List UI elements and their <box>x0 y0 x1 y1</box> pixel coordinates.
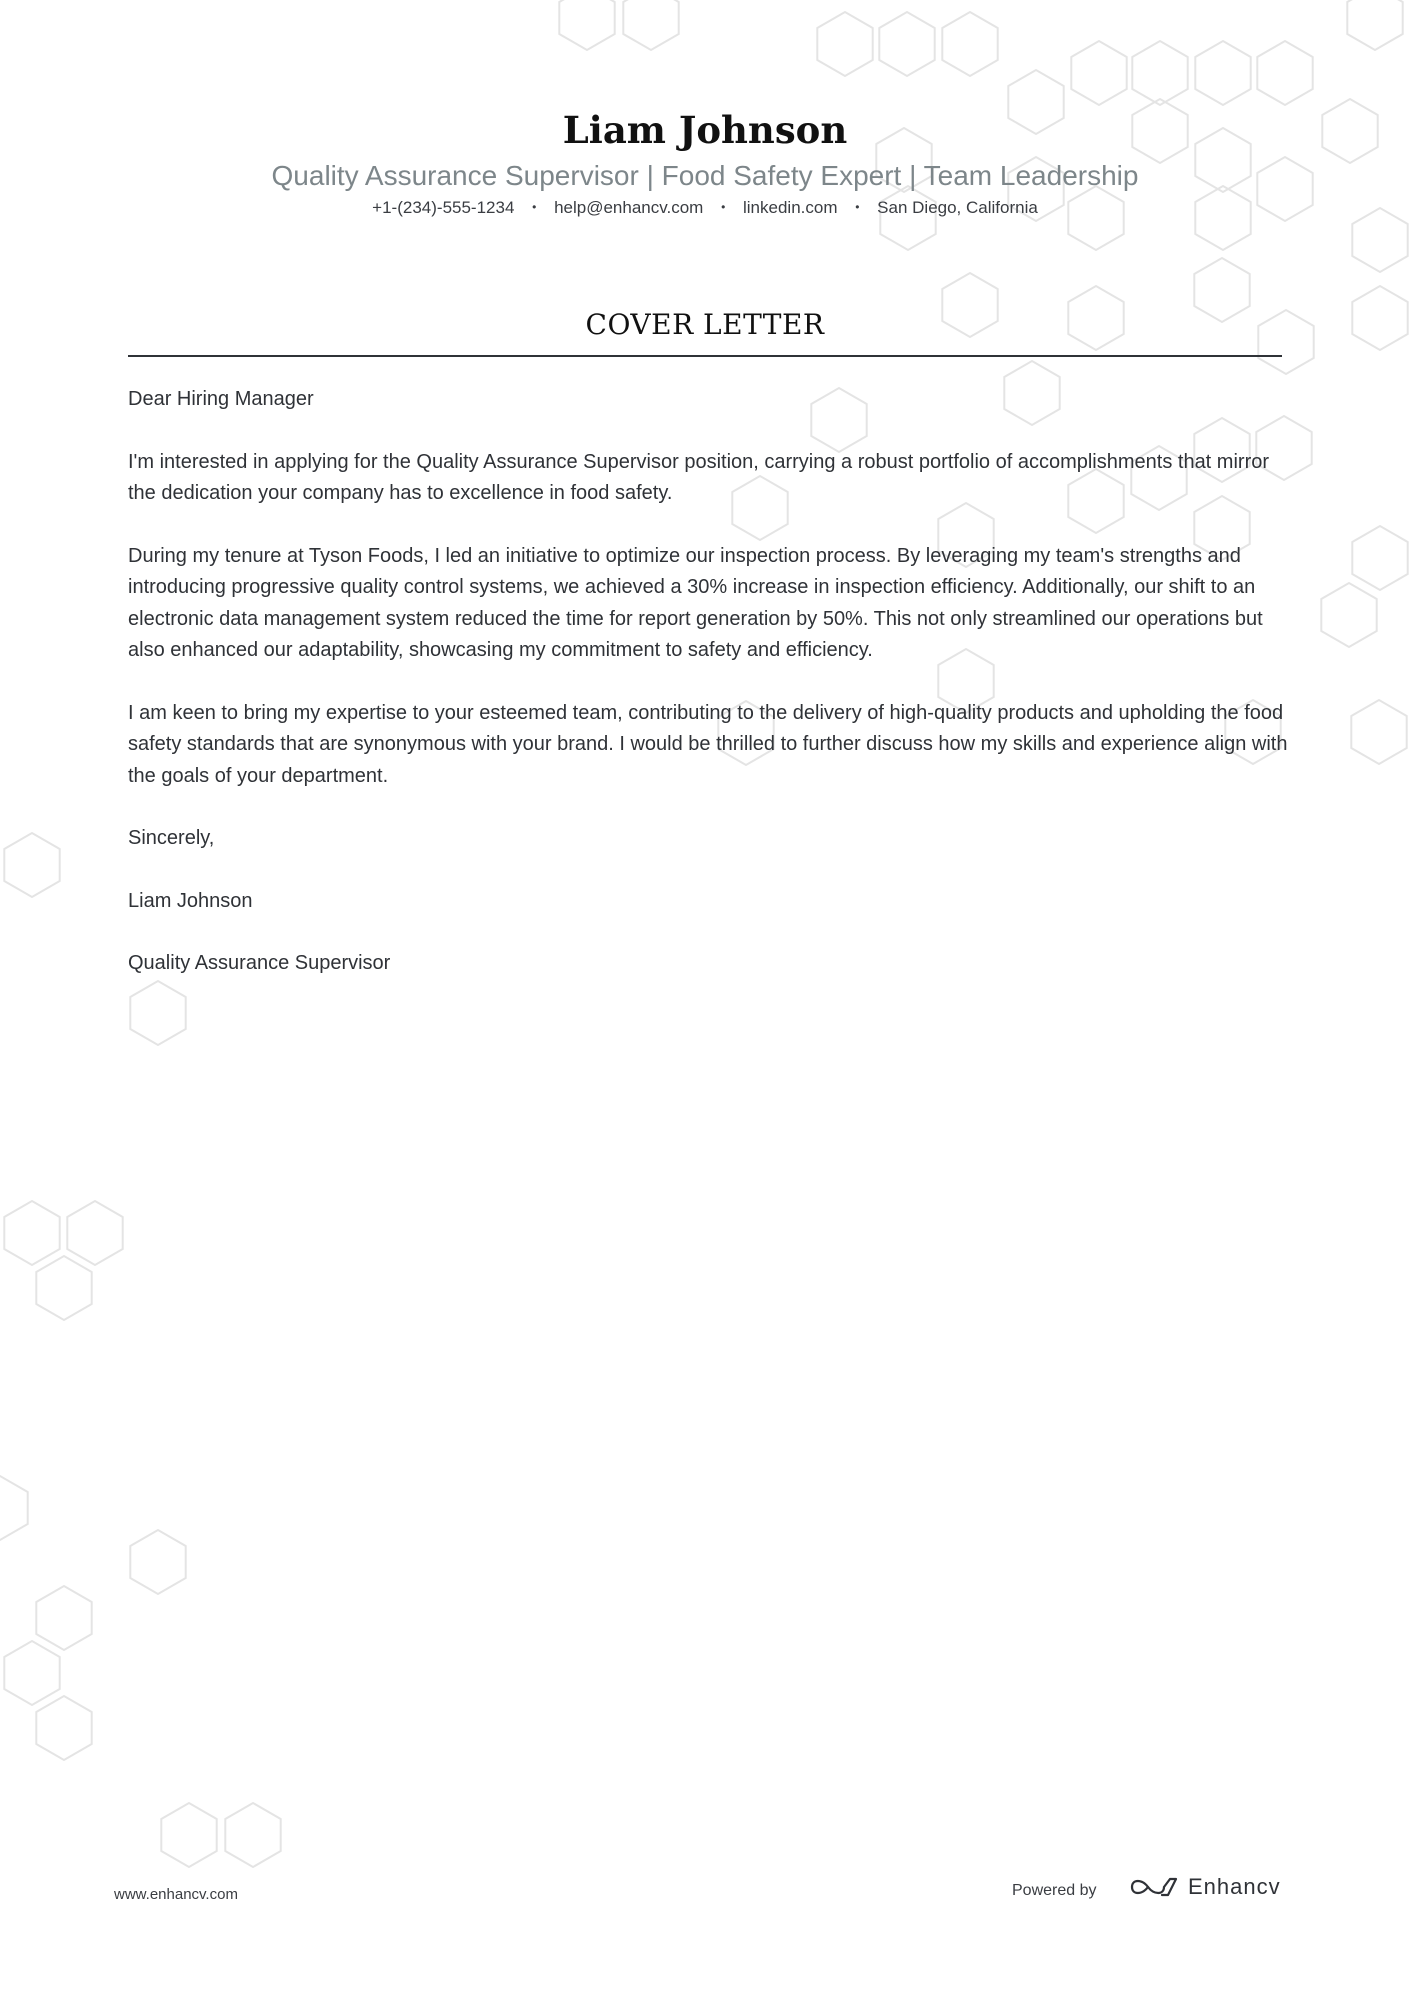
section-divider <box>128 355 1282 357</box>
email-address[interactable]: help@enhancv.com <box>554 198 704 217</box>
linkedin-link[interactable]: linkedin.com <box>743 198 838 217</box>
separator: • <box>855 200 860 214</box>
separator: • <box>721 200 726 214</box>
separator: • <box>532 200 537 214</box>
enhancv-brand-name: Enhancv <box>1188 1874 1281 1899</box>
letter-body <box>128 384 1288 1011</box>
signature-name: Liam Johnson <box>128 889 253 912</box>
signature-title: Quality Assurance Supervisor <box>128 952 391 974</box>
applicant-tagline: Quality Assurance Supervisor | Food Safety Expert | Team Leadership <box>271 160 1139 191</box>
enhancv-logo-icon <box>1130 1874 1178 1900</box>
powered-by-label: Powered by <box>1012 1882 1097 1899</box>
footer-website-link[interactable]: www.enhancv.com <box>114 1886 238 1903</box>
letter-paragraph: I'm interested in applying for the Quality Assurance Supervisor position, carrying a robust portfolio of accomplishments that mirror the dedication your company has to excellence in food safety. <box>128 450 1270 504</box>
contact-info <box>0 198 1410 218</box>
letter-paragraph: I am keen to bring my expertise to your esteemed team, contributing to the delivery of high-quality products and upholding the food safety standards that are synonymous with your brand. I would be thrilled to further discuss how my skills and experience align with the goals of your department. <box>128 701 1288 787</box>
letter-greeting: Dear Hiring Manager <box>128 388 314 410</box>
phone-number: +1-(234)-555-1234 <box>372 198 515 217</box>
location: San Diego, California <box>877 198 1038 217</box>
applicant-name: Liam Johnson <box>562 108 848 152</box>
section-title: COVER LETTER <box>585 308 825 341</box>
letter-paragraph: During my tenure at Tyson Foods, I led an initiative to optimize our inspection process. By leveraging my team's strengths and introducing progressive quality control systems, we achieved a 30% increase in inspection efficiency. Additionally, our shift to an electronic data management system reduced the time for report generation by 50%. This not only streamlined our operations but also enhanced our adaptability, showcasing my commitment to safety and efficiency. <box>128 544 1263 661</box>
enhancv-brand[interactable] <box>1130 1874 1281 1900</box>
letter-closing: Sincerely, <box>128 827 215 849</box>
